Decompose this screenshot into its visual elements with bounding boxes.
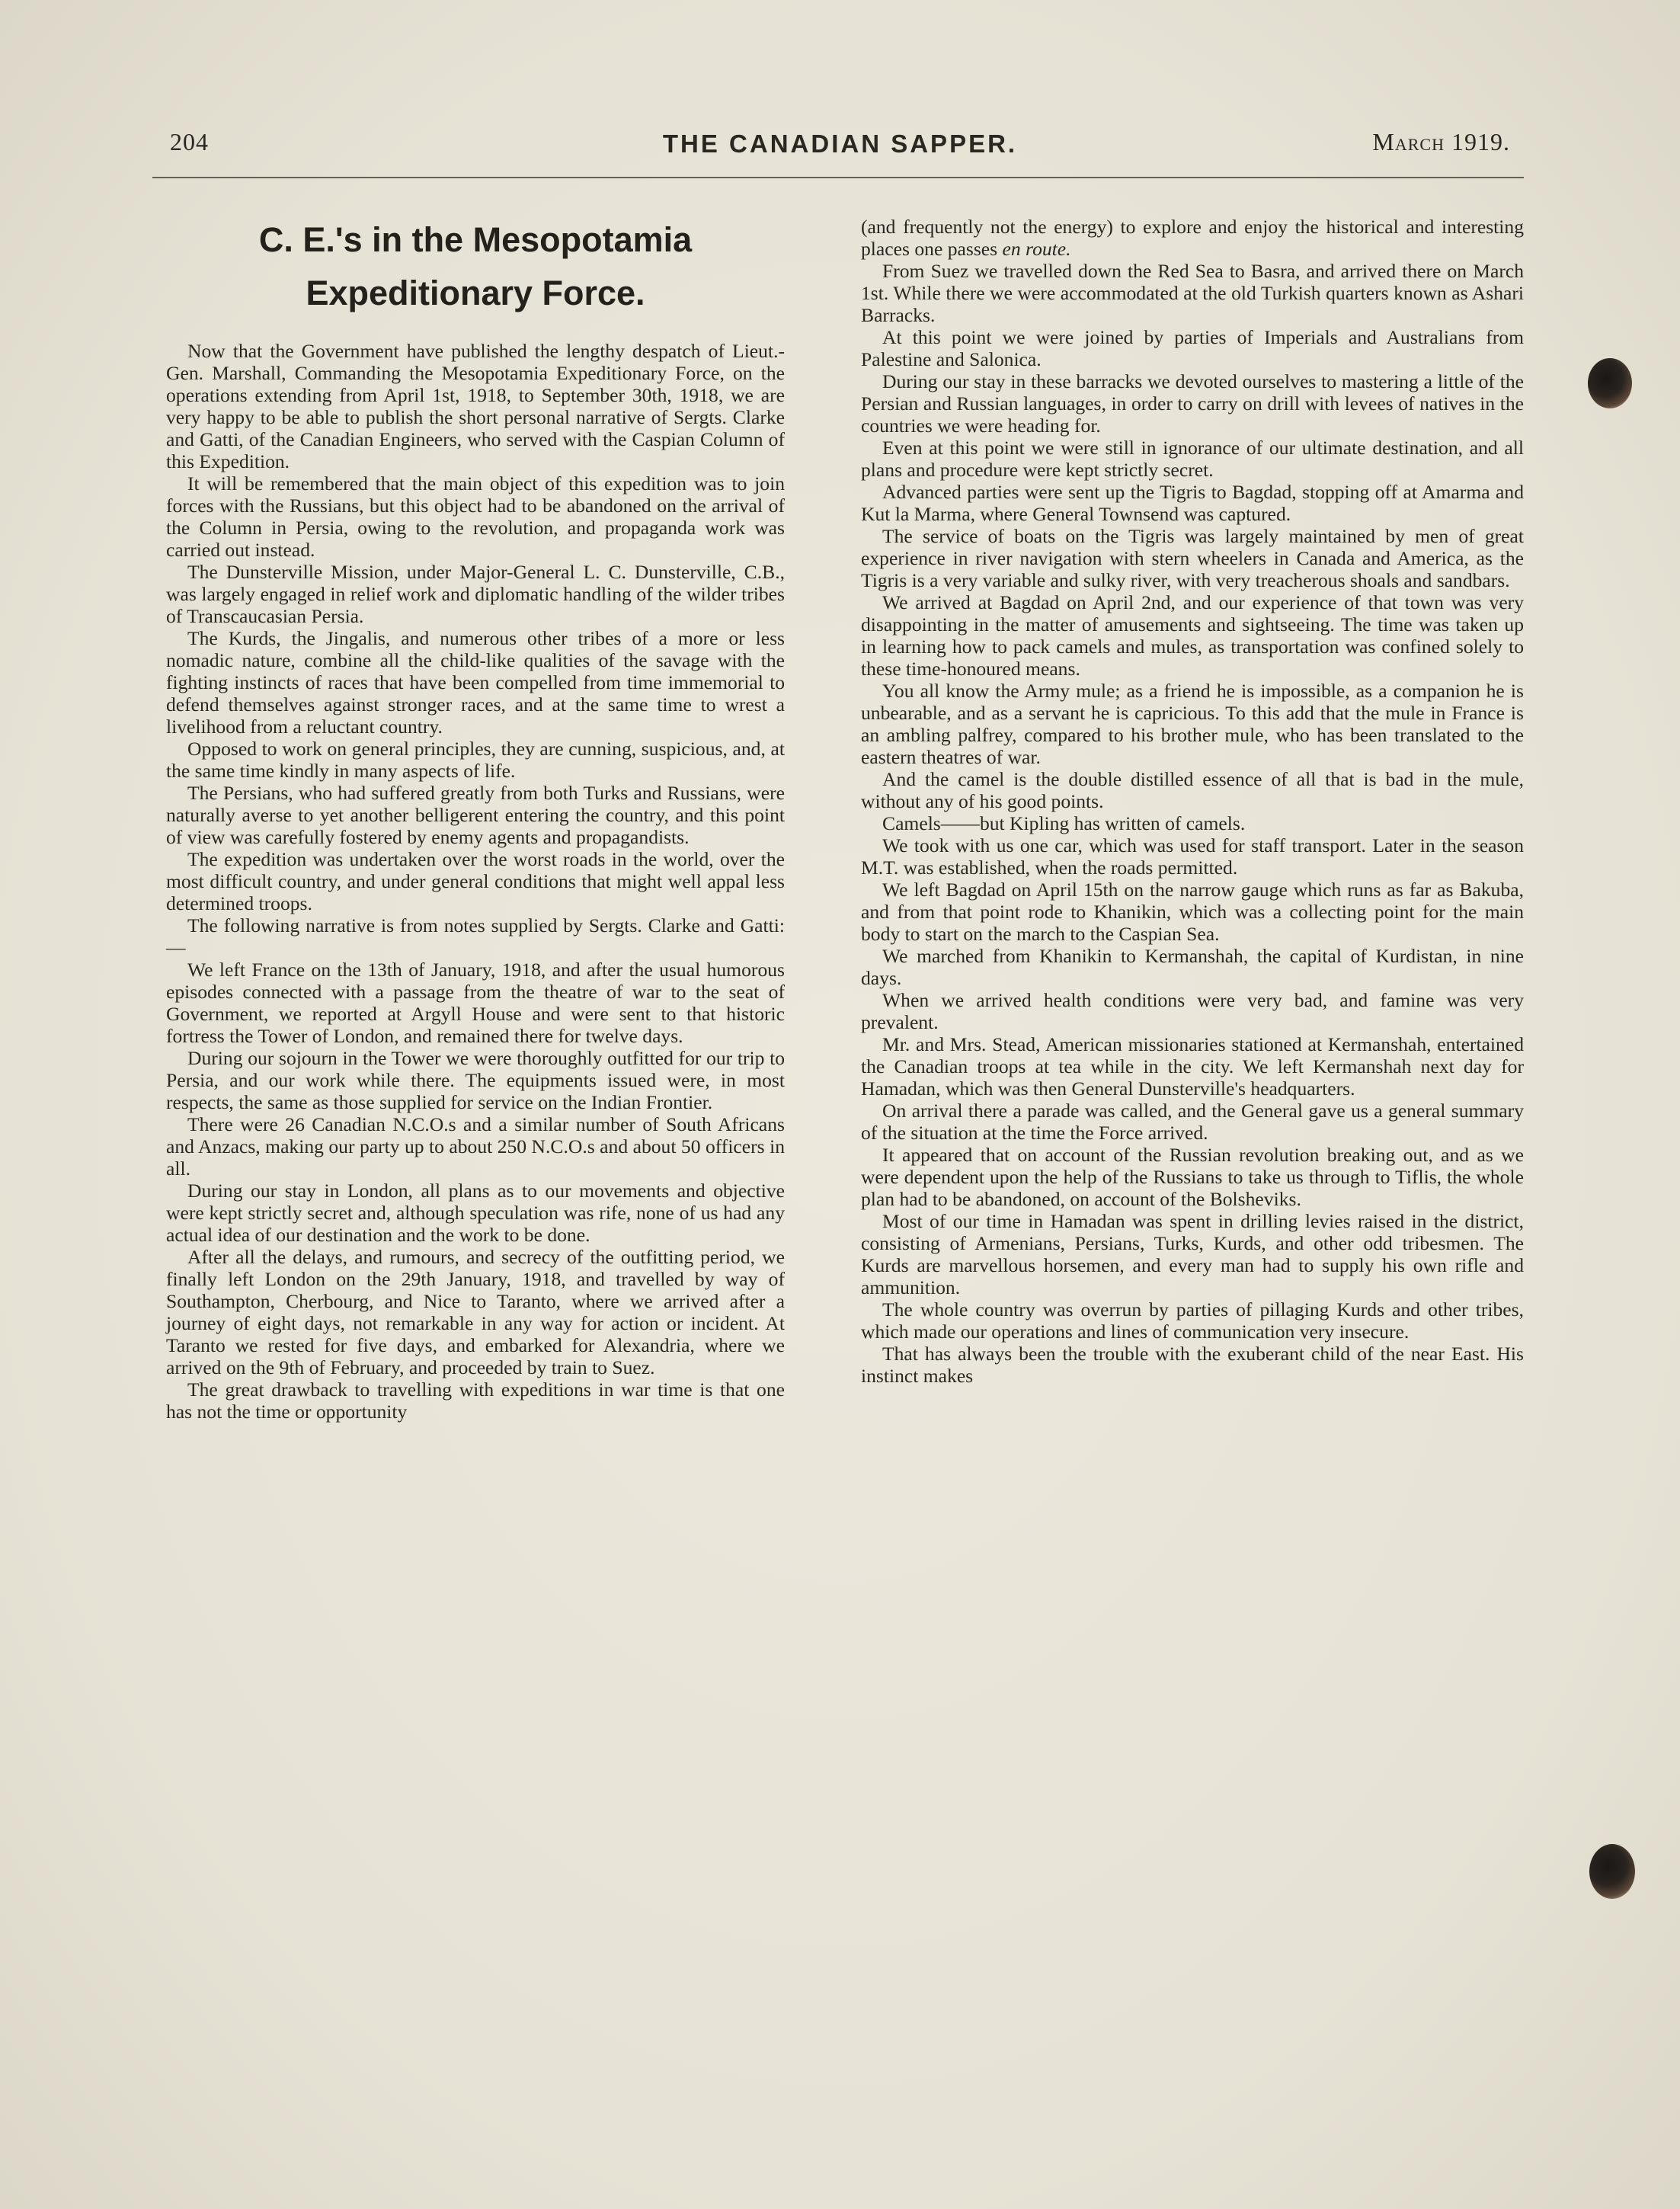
- right-column-paragraph: Mr. and Mrs. Stead, American missionaries stationed at Kermanshah, entertained the Canadian troops at tea while in the city. We left Kermanshah next day for Hamadan, which was then General Dunsterville's headquarters.: [861, 1033, 1524, 1100]
- left-column-paragraph: Opposed to work on general principles, they are cunning, suspicious, and, at the same time kindly in many aspects of life.: [166, 738, 785, 782]
- page-number: 204: [170, 128, 209, 155]
- paper-damage-mark: [1589, 1844, 1635, 1899]
- right-column-paragraph: Camels——but Kipling has written of camels.: [882, 812, 1246, 834]
- publication-title: THE CANADIAN SAPPER.: [662, 130, 1018, 158]
- article-title: C. E.'s in the Mesopotamia Expeditionary Force.: [258, 220, 693, 312]
- right-column-paragraph: Even at this point we were still in ignorance of our ultimate destination, and all plans and procedure were kept strictly secret.: [861, 437, 1524, 481]
- left-column-paragraph: During our sojourn in the Tower we were thoroughly outfitted for our trip to Persia, and our work while there. The equipments issued were, in most respects, the same as those supplied for service on the Indian Frontier.: [166, 1047, 785, 1113]
- right-column-paragraph: At this point we were joined by parties of Imperials and Australians from Palestine and Salonica.: [861, 326, 1524, 370]
- left-column-paragraph: We left France on the 13th of January, 1918, and after the usual humorous episodes connected with a passage from the theatre of war to the seat of Government, we reported at Argyll House and were sent to that historic fortress the Tower of London, and remained there for twelve days.: [166, 959, 785, 1047]
- left-column-paragraph: It will be remembered that the main object of this expedition was to join forces with the Russians, but this object had to be abandoned on the arrival of the Column in Persia, owing to the revolution, and propaganda work was carried out instead.: [166, 472, 785, 561]
- right-column-paragraph: We arrived at Bagdad on April 2nd, and our experience of that town was very disappointing in the matter of amusements and sightseeing. The time was taken up in learning how to pack camels and mules, as transportation was confined solely to these time-honoured means.: [861, 591, 1524, 680]
- left-column-paragraph: Now that the Government have published the lengthy despatch of Lieut.-Gen. Marshall, Commanding the Mesopotamia Expeditionary Force, on the operations extending from April 1st, 1918, to September 30th, 1918, we are very happy to be able to publish the short personal narrative of Sergts. Clarke and Gatti, of the Canadian Engineers, who served with the Caspian Column of this Expedition.: [166, 340, 785, 472]
- paper-damage-mark: [1588, 358, 1632, 408]
- right-column-paragraph: It appeared that on account of the Russian revolution breaking out, and as we were dependent upon the help of the Russians to take us through to Tiflis, the whole plan had to be abandoned, on account of the Bolsheviks.: [861, 1144, 1524, 1210]
- left-column-paragraph: The expedition was undertaken over the worst roads in the world, over the most difficult country, and under general conditions that might well appal less determined troops.: [166, 848, 785, 914]
- right-column-paragraph: Most of our time in Hamadan was spent in drilling levies raised in the district, consisting of Armenians, Persians, Turks, Kurds, and other odd tribesmen. The Kurds are marvellous horsemen, and every man had to supply his own rifle and ammunition.: [861, 1210, 1524, 1298]
- continuation-text: (and frequently not the energy) to explore and enjoy the historical and interesting places one passes: [861, 216, 1524, 260]
- right-continuation-paragraph: [861, 216, 1524, 260]
- left-column-paragraph: The Kurds, the Jingalis, and numerous other tribes of a more or less nomadic nature, combine all the child-like qualities of the savage with the fighting instincts of races that have been compelled from time immemorial to defend themselves against stronger races, and at the same time to wrest a livelihood from a reluctant country.: [166, 627, 785, 738]
- right-column-paragraph: On arrival there a parade was called, and the General gave us a general summary of the situation at the time the Force arrived.: [861, 1100, 1524, 1144]
- right-column-paragraph: And the camel is the double distilled essence of all that is bad in the mule, without any of his good points.: [861, 768, 1524, 812]
- left-column-paragraph: The following narrative is from notes supplied by Sergts. Clarke and Gatti:—: [166, 914, 785, 959]
- right-column-paragraph: That has always been the trouble with the exuberant child of the near East. His instinct makes: [861, 1343, 1524, 1387]
- left-column-paragraph: There were 26 Canadian N.C.O.s and a similar number of South Africans and Anzacs, making our party up to about 250 N.C.O.s and about 50 officers in all.: [166, 1113, 785, 1180]
- left-column-paragraph: During our stay in London, all plans as to our movements and objective were kept strictly secret and, although speculation was rife, none of us had any actual idea of our destination and the work to be done.: [166, 1180, 785, 1246]
- page-header: [164, 128, 1516, 174]
- right-column-paragraph: The whole country was overrun by parties of pillaging Kurds and other tribes, which made our operations and lines of communication very insecure.: [861, 1298, 1524, 1343]
- right-column: [861, 216, 1524, 1387]
- right-column-body: [861, 260, 1524, 1387]
- right-column-paragraph: Advanced parties were sent up the Tigris to Bagdad, stopping off at Amarma and Kut la Marma, where General Townsend was captured.: [861, 481, 1524, 525]
- left-column-paragraph: The great drawback to travelling with expeditions in war time is that one has not the time or opportunity: [166, 1378, 785, 1423]
- right-column-paragraph: We marched from Khanikin to Kermanshah, the capital of Kurdistan, in nine days.: [861, 945, 1524, 989]
- right-column-paragraph: The service of boats on the Tigris was largely maintained by men of great experience in river navigation with stern wheelers in Canada and America, as the Tigris is a very variable and sulky river, with very treacherous shoals and sandbars.: [861, 525, 1524, 591]
- left-column-paragraph: After all the delays, and rumours, and secrecy of the outfitting period, we finally left London on the 29th January, 1918, and travelled by way of Southampton, Cherbourg, and Nice to Taranto, where we arrived after a journey of eight days, not remarkable in any way for action or incident. At Taranto we rested for five days, and embarked for Alexandria, where we arrived on the 9th of February, and proceeded by train to Suez.: [166, 1246, 785, 1378]
- header-rule: [152, 177, 1524, 178]
- continuation-italic-text: en route.: [1002, 238, 1071, 260]
- right-column-paragraph: From Suez we travelled down the Red Sea to Basra, and arrived there on March 1st. While there we were accommodated at the old Turkish quarters known as Ashari Barracks.: [861, 260, 1524, 326]
- right-column-paragraph: When we arrived health conditions were very bad, and famine was very prevalent.: [861, 989, 1524, 1033]
- left-column-paragraph: The Dunsterville Mission, under Major-General L. C. Dunsterville, C.B., was largely engaged in relief work and diplomatic handling of the wilder tribes of Transcaucasian Persia.: [166, 561, 785, 627]
- left-column: [166, 213, 785, 1423]
- issue-date: March 1919.: [1372, 128, 1510, 155]
- right-column-paragraph: You all know the Army mule; as a friend he is impossible, as a companion he is unbearable, and as a servant he is capricious. To this add that the mule in France is an ambling palfrey, compared to his brother mule, who has been translated to the eastern theatres of war.: [861, 680, 1524, 768]
- right-column-paragraph: During our stay in these barracks we devoted ourselves to mastering a little of the Persian and Russian languages, in order to carry on drill with levees of natives in the countries we were heading for.: [861, 370, 1524, 437]
- right-column-paragraph: We took with us one car, which was used for staff transport. Later in the season M.T. was established, when the roads permitted.: [861, 834, 1524, 879]
- left-column-paragraph: The Persians, who had suffered greatly from both Turks and Russians, were naturally averse to yet another belligerent entering the country, and this point of view was carefully fostered by enemy agents and propagandists.: [166, 782, 785, 848]
- left-column-body: [166, 340, 785, 1423]
- right-column-paragraph: We left Bagdad on April 15th on the narrow gauge which runs as far as Bakuba, and from that point rode to Khanikin, which was a collecting point for the main body to start on the march to the Caspian Sea.: [861, 879, 1524, 945]
